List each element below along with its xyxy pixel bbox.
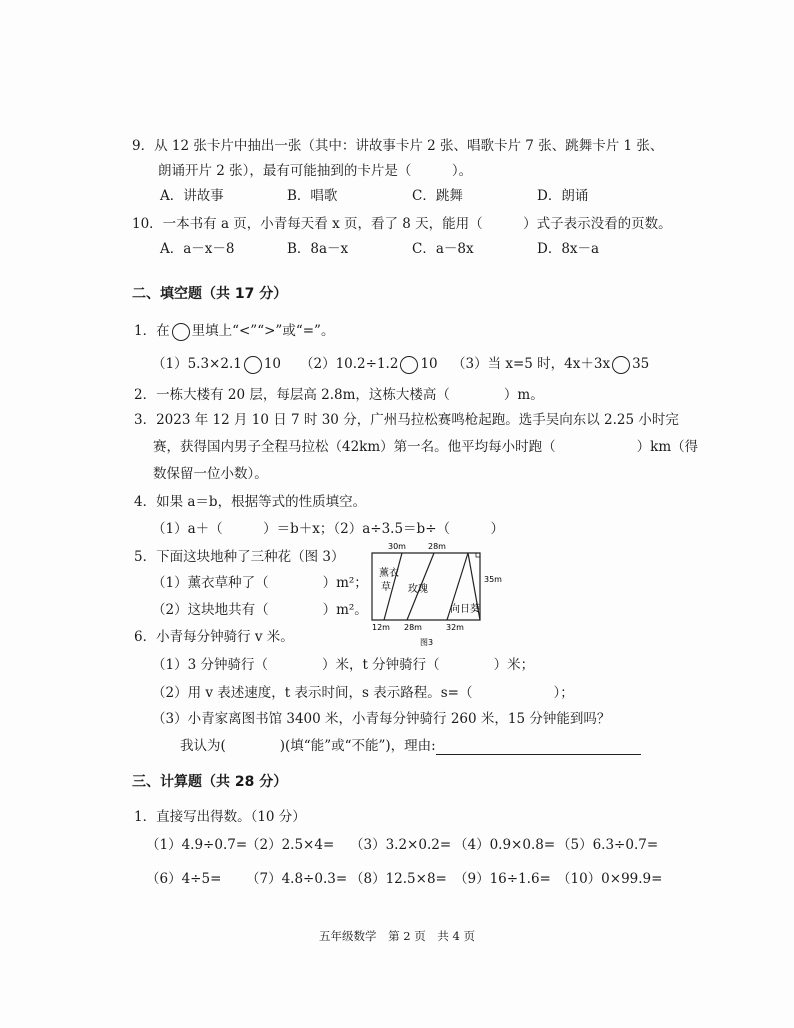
f6-line5-text: 我认为( )(填“能”或“不能”)，理由:	[180, 738, 436, 754]
figure-3-trapezoid-field	[362, 540, 502, 650]
region-lavender-2: 草	[381, 582, 391, 593]
q10-line1: 10．一本书有 a 页，小青每天看 x 页，看了 8 天，能用（ ）式子表示没看的页数。	[132, 216, 672, 232]
bottom-label-1: 12m	[372, 623, 390, 632]
c1-row2-item1: （6）4÷5=	[146, 871, 222, 887]
q10-option-d: D．8x－a	[537, 241, 600, 257]
f3-line2: 赛，获得国内男子全程马拉松（42km）第一名。他平均每小时跑（ ）km（得	[153, 439, 699, 455]
section2-title: 二、填空题（共 17 分）	[132, 286, 288, 302]
q9-option-c: C．跳舞	[412, 188, 463, 204]
f1-instruction	[134, 322, 334, 341]
f4-line1: 4．如果 a＝b，根据等式的性质填空。	[134, 494, 367, 510]
f1-p2-expr: （2）10.2÷1.2	[300, 356, 399, 372]
q10-option-a: A．a－x－8	[160, 241, 235, 257]
figure-caption: 图3	[420, 638, 434, 647]
f4-line2: （1）a＋（ ）＝b＋x；（2）a÷3.5＝b÷（ ）	[152, 521, 505, 537]
top-label-2: 28m	[428, 542, 446, 551]
page-footer	[0, 928, 794, 944]
f6-line2: （1）3 分钟骑行（ ）米，t 分钟骑行（ ）米；	[152, 657, 535, 673]
bottom-label-2: 28m	[404, 623, 422, 632]
f1-p1-expr: （1）5.3×2.1	[152, 356, 242, 372]
q9-line1: 9．从 12 张卡片中抽出一张（其中：讲故事卡片 2 张、唱歌卡片 7 张、跳舞卡片 1 张、	[132, 138, 664, 154]
f1-p3-rhs: 35	[632, 356, 650, 372]
c1-row1-item1: （1）4.9÷0.7=	[146, 837, 248, 853]
q9-option-b: B．唱歌	[287, 188, 338, 204]
f5-line1: 5．下面这块地种了三种花（图 3）	[134, 549, 345, 565]
f6-line4: （3）小青家离图书馆 3400 米，小青每分钟骑行 260 米，15 分钟能到吗？	[152, 711, 611, 727]
section3-title: 三、计算题（共 28 分）	[132, 774, 288, 790]
region-sunflower: 向日葵	[450, 604, 480, 615]
c1-row2-item4: （9）16÷1.6=	[454, 871, 551, 887]
c1-row2-item2: （7）4.8÷0.3=	[246, 871, 348, 887]
f1-part2	[300, 355, 438, 374]
f3-line1: 3．2023 年 12 月 10 日 7 时 30 分，广州马拉松赛鸣枪起跑。选手吴向东以 2.25 小时完	[134, 412, 679, 428]
f1-part3	[452, 355, 649, 374]
f3-line3: 数保留一位小数）。	[153, 466, 268, 482]
footer-total: 共 4 页	[437, 929, 476, 943]
f1-part1	[152, 355, 281, 374]
f1-p1-rhs: 10	[263, 356, 282, 372]
region-rose: 玫瑰	[408, 584, 428, 595]
c1-row2-item3: （8）12.5×8=	[350, 871, 447, 887]
f1-p1-circle[interactable]	[244, 356, 262, 374]
f1-p3-circle[interactable]	[612, 356, 630, 374]
q10-option-b: B．8a－x	[287, 241, 349, 257]
f1-p3-expr: （3）当 x=5 时，4x＋3x	[452, 356, 611, 372]
f5-line3: （2）这块地共有（ ）m²。	[152, 602, 368, 618]
region-lavender-1: 薰衣	[379, 568, 399, 579]
f1-text-b: 里填上“<”“>”或“=”。	[191, 323, 335, 339]
q10-option-c: C．a－8x	[412, 241, 474, 257]
q9-line2: 朗诵开片 2 张），最有可能抽到的卡片是（ ）。	[158, 163, 473, 179]
c1-row1-item4: （4）0.9×0.8=	[454, 837, 556, 853]
reason-answer-line[interactable]	[436, 740, 641, 755]
f2-line: 2．一栋大楼有 20 层，每层高 2.8m，这栋大楼高（ ）m。	[134, 387, 544, 403]
c1-row2-item5: （10）0×99.9=	[557, 871, 663, 887]
f1-p2-rhs: 10	[420, 356, 438, 372]
bottom-label-3: 32m	[446, 623, 464, 632]
c1-row1-item3: （3）3.2×0.2=	[350, 837, 452, 853]
top-label-1: 30m	[388, 542, 406, 551]
f1-p2-circle[interactable]	[400, 356, 418, 374]
c1-title: 1．直接写出得数。（10 分）	[134, 809, 306, 825]
c1-row1-item2: （2）2.5×4=	[246, 837, 335, 853]
q9-option-d: D．朗诵	[537, 188, 589, 204]
c1-row1-item5: （5）6.3÷0.7=	[557, 837, 659, 853]
f5-line2: （1）薰衣草种了（ ）m²；	[152, 575, 368, 591]
side-label: 35m	[484, 575, 502, 584]
footer-subject: 五年级数学	[318, 929, 377, 943]
q9-option-a: A．讲故事	[160, 188, 224, 204]
answer-circle[interactable]	[172, 323, 190, 341]
f6-line3: （2）用 v 表述速度，t 表示时间，s 表示路程。s=（ ）；	[152, 685, 574, 701]
f6-line1: 6．小青每分钟骑行 v 米。	[134, 629, 294, 645]
f6-line5	[180, 737, 641, 755]
footer-page: 第 2 页	[388, 929, 426, 943]
f1-text-a: 1．在	[134, 323, 170, 339]
